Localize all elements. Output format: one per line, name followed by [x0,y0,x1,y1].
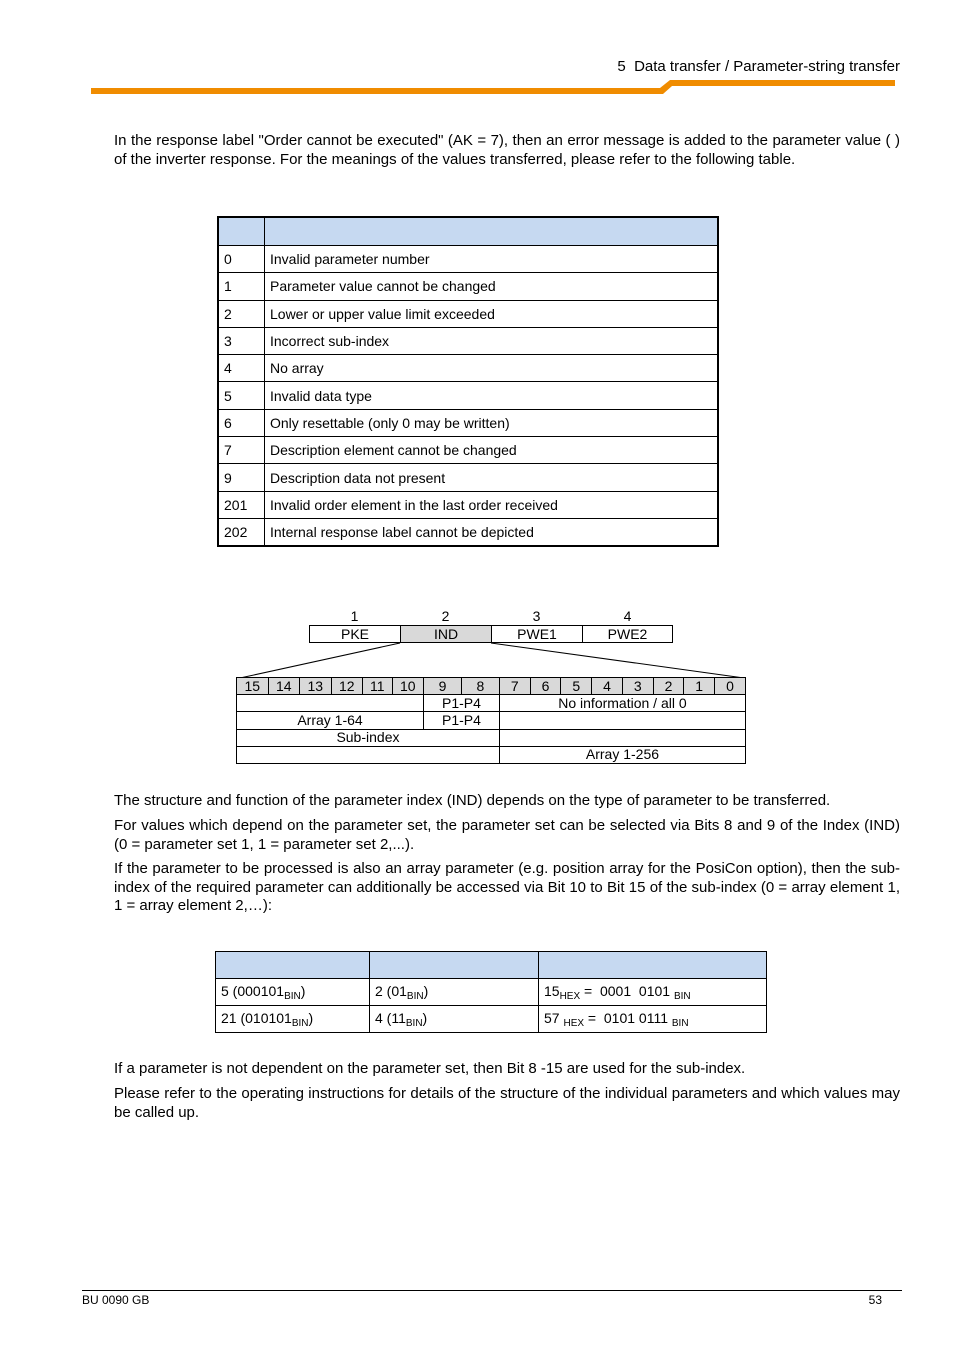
error-meaning: Invalid order element in the last order received [265,491,719,518]
header-cell [216,952,370,979]
bit-label: 4 [592,678,623,695]
bit-row-array256 [237,746,746,763]
error-meaning: Invalid data type [265,382,719,409]
error-meaning: Incorrect sub-index [265,327,719,354]
word-pke: PKE [309,625,401,643]
parameter-set-cell: P1-P4 [424,712,500,729]
sub-index-cell: Sub-index [237,729,500,746]
paragraph-array-parameter: If the parameter to be processed is also an array parameter (e.g. position array for the PosiCon option), then the sub-index of the required parameter can additionally be accessed via Bit 10 to Bit 15 of the sub-index (0 = array element 1, 1 = array element 2,…): [114,860,900,914]
footer-page-number: 53 [868,1293,882,1307]
error-code: 0 [218,246,265,273]
header-cell [370,952,539,979]
no-info-cell: No information / all 0 [499,695,745,712]
footer-doc-id: BU 0090 GB [82,1293,150,1307]
error-code: 2 [218,300,265,327]
word-pwe1: PWE1 [491,625,583,643]
error-code: 202 [218,518,265,546]
error-meaning: Description element cannot be changed [265,437,719,464]
error-code: 5 [218,382,265,409]
index-bit-table [236,677,746,764]
table-row [216,979,767,1006]
paragraph-refer-instructions: Please refer to the operating instructions for details of the structure of the individual parameters and which values may be called up. [114,1085,900,1121]
error-meaning: Internal response label cannot be depicted [265,518,719,546]
word-ind: IND [400,625,492,643]
array-64-cell: Array 1-64 [237,712,424,729]
word-number: 3 [532,608,541,624]
array-element-cell: 21 $(010101_{BIN})$ [216,1006,370,1033]
paragraph-not-dependent: If a parameter is not dependent on the parameter set, then Bit 8 -15 are used for the sub-index. [114,1060,746,1077]
error-meaning: Invalid parameter number [265,246,719,273]
table-header-row [216,952,767,979]
footer-rule [82,1290,902,1291]
bit-label: 5 [561,678,592,695]
index-value-cell: 57 $_{HEX}$ = 0101 0111 $_{BIN}$ [539,1006,767,1033]
page-header-title: 5 Data transfer / Parameter-string transfer [617,58,900,75]
bit-label: 7 [499,678,530,695]
bit-label: 6 [530,678,561,695]
bit-label: 0 [715,678,746,695]
table-row [216,1006,767,1033]
error-meaning: Description data not present [265,464,719,491]
error-code: 4 [218,355,265,382]
error-meaning: Lower or upper value limit exceeded [265,300,719,327]
bit-label: 14 [268,678,300,695]
paragraph-parameter-set: For values which depend on the parameter set, the parameter set can be selected via Bits 8 and 9 of the Index (IND) (0 = parameter set 1, 1 = parameter set 2,...). [114,817,900,853]
empty-cell [237,695,424,712]
bit-label: 3 [622,678,653,695]
parameter-set-cell: 2 $(01_{BIN})$ [370,979,539,1006]
error-code: 201 [218,491,265,518]
paragraph-ind-structure: The structure and function of the parameter index (IND) depends on the type of parameter to be transferred. [114,792,831,809]
header-cell [539,952,767,979]
bit-label: 9 [424,678,462,695]
error-code: 3 [218,327,265,354]
array-256-cell: Array 1-256 [499,746,745,763]
error-code: 1 [218,273,265,300]
bit-label: 2 [653,678,684,695]
parameter-set-cell: 4 $(11_{BIN})$ [370,1006,539,1033]
example-table [215,951,767,1033]
bit-row-subindex [237,729,746,746]
empty-cell [499,729,745,746]
intro-paragraph: In the response label "Order cannot be executed" (AK = 7), then an error message is added to the parameter value ( ) of the inverter response. For the meanings of the values transferred, please refer to the following table. [114,132,900,168]
error-meaning: Only resettable (only 0 may be written) [265,409,719,436]
bit-label: 15 [237,678,269,695]
bit-row-array64 [237,712,746,729]
array-element-cell: 5 $(000101_{BIN})$ [216,979,370,1006]
word-number: 4 [623,608,632,624]
error-code: 9 [218,464,265,491]
bit-label: 8 [461,678,499,695]
bit-label: 11 [363,678,393,695]
error-code: 6 [218,409,265,436]
bit-row-parameter-set [237,695,746,712]
empty-cell [499,712,745,729]
error-meaning: Parameter value cannot be changed [265,273,719,300]
word-pwe2: PWE2 [582,625,673,643]
bit-label: 13 [300,678,332,695]
index-value-cell: $15_{HEX} = 0001$ 0101 $_{BIN}$ [539,979,767,1006]
empty-cell [237,746,500,763]
bit-label: 10 [392,678,424,695]
error-code: 7 [218,437,265,464]
word-number: 2 [441,608,450,624]
bit-label: 12 [331,678,363,695]
bit-label: 1 [684,678,715,695]
word-number: 1 [350,608,359,624]
error-meaning: No array [265,355,719,382]
bit-label-row [237,678,746,695]
parameter-set-cell: P1-P4 [424,695,500,712]
